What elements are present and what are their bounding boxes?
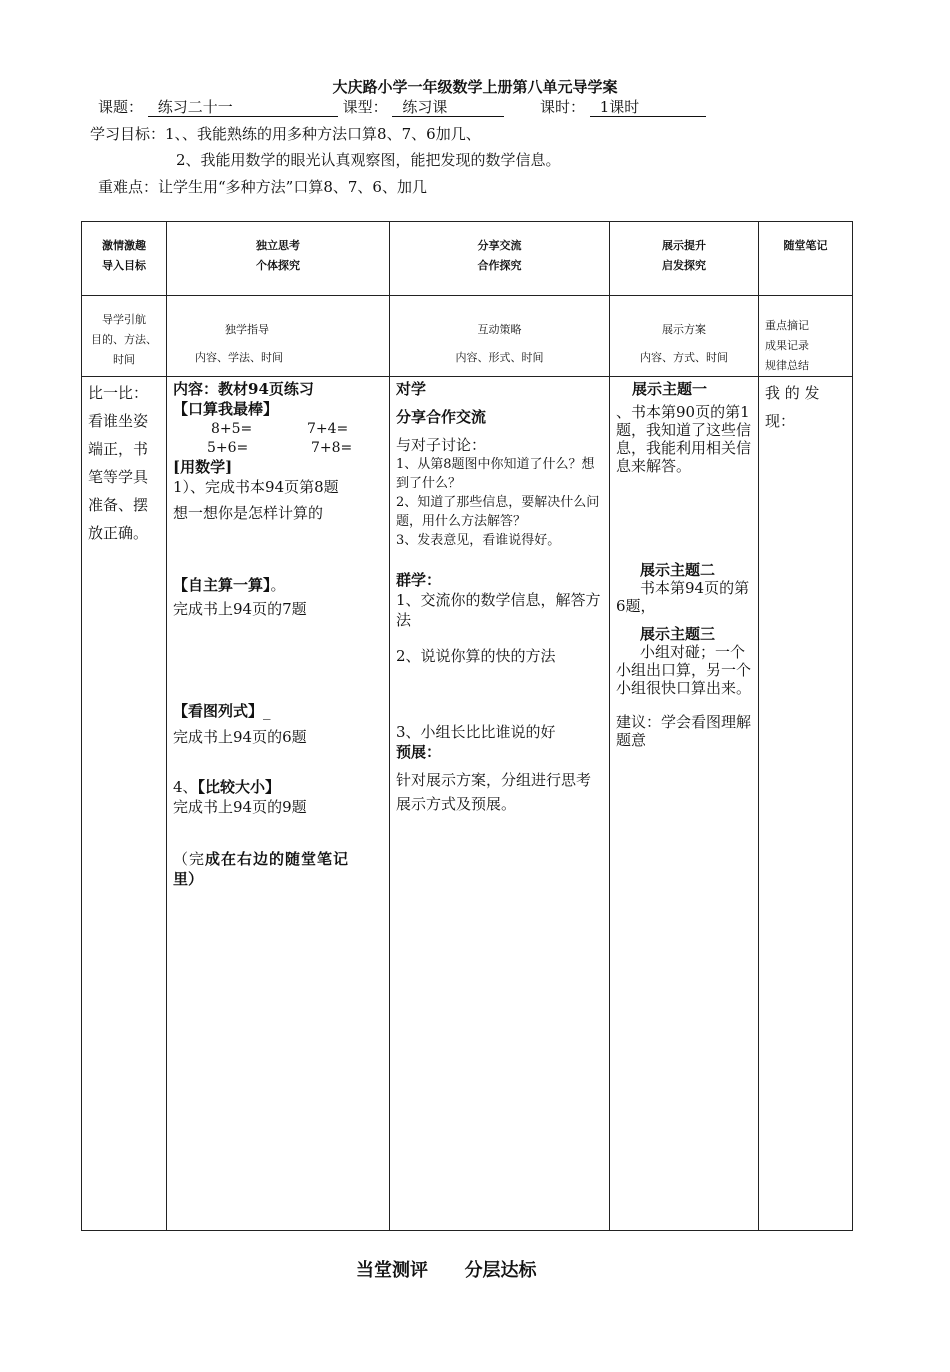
period-value: 1课时 — [590, 98, 706, 117]
type-label: 课型： — [342, 98, 388, 116]
theme-2-title: 展示主题二 — [640, 561, 716, 579]
theme-3-title: 展示主题三 — [640, 625, 716, 643]
header-col-1: 激情激趣 导入目标 — [82, 222, 167, 296]
subheader-col-1: 导学引航 目的、方法、 时间 — [82, 296, 167, 377]
notes-text: 我 的 发 现： — [765, 384, 820, 430]
group-study: 群学： — [396, 571, 442, 589]
header-col-5: 随堂笔记 — [759, 222, 853, 296]
compare-prefix: 4、 — [173, 778, 198, 796]
topic-value: 练习二十一 — [148, 98, 338, 117]
content-row — [82, 377, 853, 1231]
advice-text: 建议：学会看图理解题意 — [616, 713, 752, 749]
subheader-col-5: 重点摘记 成果记录 规律总结 — [759, 296, 853, 377]
objective-2: 2、我能用数学的眼光认真观察图，能把发现的数学信息。 — [176, 151, 561, 169]
use-math-title: [用数学] — [173, 458, 233, 476]
oral-title: 【口算我最棒】 — [173, 400, 279, 418]
pair-study: 对学 — [396, 380, 427, 398]
note-line-1 — [173, 849, 385, 869]
discuss-label: 与对子讨论： — [396, 436, 487, 454]
page-title: 大庆路小学一年级数学上册第八单元导学案 — [332, 78, 618, 96]
note-line-2: 里） — [173, 870, 204, 888]
footer-title — [356, 1256, 537, 1282]
content-col-5 — [759, 377, 853, 1231]
subheader-col-2: 独学指导 内容、学法、时间 — [167, 296, 390, 377]
oral-equations — [173, 419, 385, 457]
objectives-label: 学习目标： — [90, 125, 166, 143]
question-1: 1、从第8题图中你知道了什么？想到了什么？ — [396, 457, 595, 491]
group-item-3: 3、小组长比比谁说的好 — [396, 723, 556, 741]
equation-3: 5+6= — [207, 440, 249, 456]
preview-title: 预展： — [396, 743, 442, 761]
note-open: （完 — [173, 850, 206, 868]
self-calc-task: 完成书上94页的7题 — [173, 600, 307, 618]
header-col-3: 分享交流 合作探究 — [390, 222, 610, 296]
question-2: 2、知道了那些信息，要解决什么问题，用什么方法解答？ — [396, 495, 600, 529]
content-col-2 — [167, 377, 390, 1231]
type-value: 练习课 — [392, 98, 504, 117]
header-row — [82, 222, 853, 296]
content-col-1: 比一比： 看谁坐姿 端正，书 笔等学具 准备、摆 放正确。 — [82, 377, 167, 1231]
topic-label: 课题： — [98, 98, 144, 116]
objective-1: 1、、我能熟练的用多种方法口算8、7、6加几、 — [165, 125, 481, 143]
self-calc-title: 【自主算一算】 — [173, 576, 271, 594]
key-points: 重难点：让学生用“多种方法”口算8、7、6、加几 — [98, 178, 427, 196]
picture-mark: _ — [263, 702, 271, 720]
theme-2-text: 书本第94页的第6题， — [616, 579, 750, 615]
objective-line-1 — [90, 123, 481, 144]
header-col-2: 独立思考 个体探究 — [167, 222, 390, 296]
content-title: 内容：教材94页练习 — [173, 380, 314, 398]
compare-title: 【比较大小】 — [197, 778, 281, 796]
task-1: 1）、完成书本94页第8题 — [173, 478, 339, 496]
equation-4: 7+8= — [311, 440, 353, 456]
share-title: 分享合作交流 — [396, 408, 487, 426]
equation-2: 7+4= — [307, 421, 349, 437]
header-col-4: 展示提升 启发探究 — [610, 222, 759, 296]
think-text: 想一想你是怎样计算的 — [173, 504, 324, 522]
group-item-2: 2、说说你算的快的方法 — [396, 647, 556, 665]
footer-part-1: 当堂测评 — [356, 1260, 428, 1281]
period-label: 课时： — [539, 98, 585, 116]
guide-table — [81, 221, 853, 1231]
preview-text: 针对展示方案，分组进行思考展示方式及预展。 — [396, 771, 592, 813]
self-calc-dot: 。 — [270, 576, 286, 594]
subheader-col-3: 互动策略 内容、形式、时间 — [390, 296, 610, 377]
subheader-col-4: 展示方案 内容、方式、时间 — [610, 296, 759, 377]
equation-1: 8+5= — [211, 421, 253, 437]
theme-1-text: 、书本第90页的第1题，我知道了这些信息，我能利用相关信息来解答。 — [616, 403, 752, 475]
picture-title: 【看图列式】 — [173, 702, 264, 720]
compare-task: 完成书上94页的9题 — [173, 798, 307, 816]
question-3: 3、发表意见，看谁说得好。 — [396, 533, 561, 548]
subheader-row — [82, 296, 853, 377]
content-col-3 — [390, 377, 610, 1231]
group-item-1: 1、交流你的数学信息，解答方法 — [396, 591, 601, 629]
lesson-meta — [98, 96, 706, 117]
content-col-4 — [610, 377, 759, 1231]
theme-1-title: 展示主题一 — [632, 380, 708, 398]
footer-part-2: 分层达标 — [464, 1260, 537, 1281]
picture-task: 完成书上94页的6题 — [173, 728, 307, 746]
note-rest: 成在右边的随堂笔记 — [205, 850, 350, 868]
theme-3-text: 小组对碰；一个小组出口算，另一个小组很快口算出来。 — [616, 643, 752, 697]
